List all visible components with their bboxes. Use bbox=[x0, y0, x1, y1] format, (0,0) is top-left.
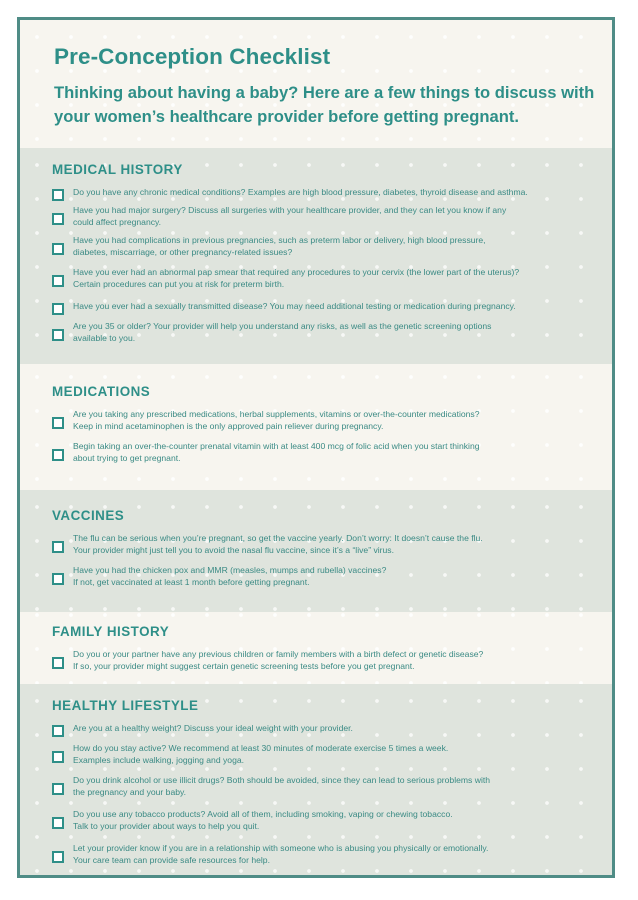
checklist-item-line: Begin taking an over-the-counter prenatal vitamin with at least 400 mcg of folic acid when you start thinking bbox=[73, 441, 480, 451]
checklist-item-line: Certain procedures can put you at risk for preterm birth. bbox=[73, 279, 285, 289]
checkbox[interactable] bbox=[52, 783, 64, 795]
checklist-item-line: Are you at a healthy weight? Discuss your ideal weight with your provider. bbox=[73, 723, 353, 733]
checklist-item-line: Your care team can provide safe resources for help. bbox=[73, 855, 270, 865]
checkbox[interactable] bbox=[52, 189, 64, 201]
checkbox[interactable] bbox=[52, 243, 64, 255]
checklist-item-text bbox=[73, 808, 583, 832]
checklist-item-line: Are you 35 or older? Your provider will help you understand any risks, as well as the genetic screening options bbox=[73, 321, 492, 331]
checklist-item-text bbox=[73, 722, 583, 734]
section-title: VACCINES bbox=[52, 508, 125, 523]
checklist-item-line: Have you had the chicken pox and MMR (measles, mumps and rubella) vaccines? bbox=[73, 565, 387, 575]
section-family-history bbox=[20, 612, 612, 684]
checklist-item-text bbox=[73, 266, 583, 290]
checkbox[interactable] bbox=[52, 751, 64, 763]
checkbox[interactable] bbox=[52, 851, 64, 863]
checklist-item-line: Talk to your provider about ways to help you quit. bbox=[73, 821, 260, 831]
section-title: HEALTHY LIFESTYLE bbox=[52, 698, 199, 713]
checklist-item-text bbox=[73, 234, 583, 258]
checklist-item-text bbox=[73, 532, 583, 556]
checklist-item-line: Let your provider know if you are in a relationship with someone who is abusing you physically or emotionally. bbox=[73, 843, 489, 853]
checkbox[interactable] bbox=[52, 541, 64, 553]
checklist-item-line: If not, get vaccinated at least 1 month before getting pregnant. bbox=[73, 577, 310, 587]
checklist-item-line: The flu can be serious when you’re pregnant, so get the vaccine yearly. Don’t worry: It doesn’t cause the flu. bbox=[73, 533, 483, 543]
checklist-page bbox=[17, 17, 615, 878]
checklist-item-text bbox=[73, 440, 583, 464]
checklist-item-line: available to you. bbox=[73, 333, 136, 343]
checklist-item-text bbox=[73, 408, 583, 432]
checkbox[interactable] bbox=[52, 573, 64, 585]
checklist-item-line: Do you use any tobacco products? Avoid all of them, including smoking, vaping or chewing tobacco. bbox=[73, 809, 453, 819]
checkbox[interactable] bbox=[52, 817, 64, 829]
checkbox[interactable] bbox=[52, 725, 64, 737]
checklist-item-line: If so, your provider might suggest certain genetic screening tests before you get pregnant. bbox=[73, 661, 415, 671]
checkbox[interactable] bbox=[52, 449, 64, 461]
checklist-item-line: Have you had major surgery? Discuss all surgeries with your healthcare provider, and they can let you know if any bbox=[73, 205, 507, 215]
checklist-item-text bbox=[73, 300, 583, 312]
page-subtitle: Thinking about having a baby? Here are a few things to discuss with your women’s healthcare provider before getting pregnant. bbox=[54, 83, 595, 126]
section-title: FAMILY HISTORY bbox=[52, 624, 170, 639]
page-title: Pre-Conception Checklist bbox=[54, 44, 331, 69]
checkbox[interactable] bbox=[52, 657, 64, 669]
checklist-item-line: How do you stay active? We recommend at least 30 minutes of moderate exercise 5 times a week. bbox=[73, 743, 449, 753]
page-header bbox=[20, 20, 612, 146]
checklist-item-line: Examples include walking, jogging and yoga. bbox=[73, 755, 245, 765]
section-healthy-lifestyle bbox=[20, 684, 612, 878]
checklist-item-line: about trying to get pregnant. bbox=[73, 453, 181, 463]
checklist-item-line: Do you drink alcohol or use illicit drugs? Both should be avoided, since they can lead to serious problems with bbox=[73, 775, 491, 785]
checkbox[interactable] bbox=[52, 213, 64, 225]
checklist-item-text bbox=[73, 564, 583, 588]
checklist-item-line: Do you or your partner have any previous children or family members with a birth defect or genetic disease? bbox=[73, 649, 484, 659]
checklist-item-text bbox=[73, 842, 583, 866]
checklist-item-line: Your provider might just tell you to avoid the nasal flu vaccine, since it’s a “live” virus. bbox=[73, 545, 394, 555]
section-title: MEDICATIONS bbox=[52, 384, 151, 399]
checklist-item-text bbox=[73, 186, 583, 198]
checkbox[interactable] bbox=[52, 303, 64, 315]
checklist-item-line: Do you have any chronic medical conditions? Examples are high blood pressure, diabetes, thyroid disease and asthma. bbox=[73, 187, 528, 197]
checkbox[interactable] bbox=[52, 275, 64, 287]
checklist-item-line: Keep in mind acetaminophen is the only approved pain reliever during pregnancy. bbox=[73, 421, 384, 431]
section-medical-history bbox=[20, 148, 612, 364]
checklist-item-line: diabetes, miscarriage, or other pregnancy-related issues? bbox=[73, 247, 293, 257]
section-medications bbox=[20, 364, 612, 490]
checklist-item-text bbox=[73, 774, 583, 798]
checklist-item-text bbox=[73, 204, 583, 228]
checklist-item-text bbox=[73, 648, 583, 672]
checklist-item-line: the pregnancy and your baby. bbox=[73, 787, 187, 797]
checkbox[interactable] bbox=[52, 329, 64, 341]
checklist-item-line: Have you ever had an abnormal pap smear that required any procedures to your cervix (the lower part of the uterus)? bbox=[73, 267, 520, 277]
section-title: MEDICAL HISTORY bbox=[52, 162, 183, 177]
checklist-item-text bbox=[73, 742, 583, 766]
checklist-item-line: could affect pregnancy. bbox=[73, 217, 162, 227]
checklist-item-line: Have you had complications in previous pregnancies, such as preterm labor or delivery, high blood pressure, bbox=[73, 235, 486, 245]
checklist-item-line: Are you taking any prescribed medications, herbal supplements, vitamins or over-the-counter medications? bbox=[73, 409, 480, 419]
checklist-item-line: Have you ever had a sexually transmitted disease? You may need additional testing or medication during pregnancy. bbox=[73, 301, 516, 311]
checklist-item-text bbox=[73, 320, 583, 344]
checkbox[interactable] bbox=[52, 417, 64, 429]
section-vaccines bbox=[20, 490, 612, 612]
